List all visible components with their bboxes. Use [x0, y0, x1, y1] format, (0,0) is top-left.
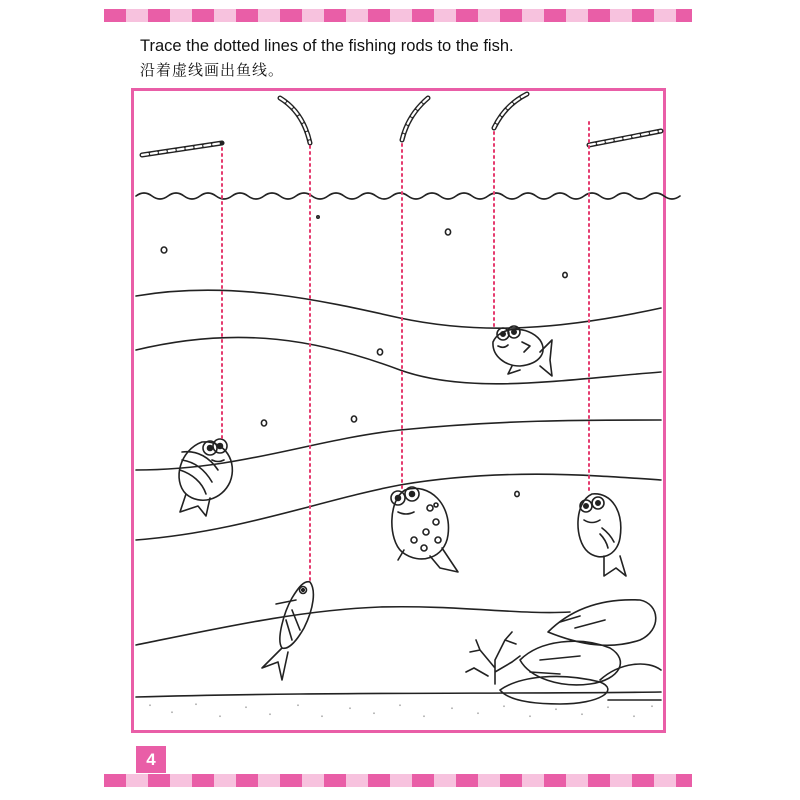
- fishing-rod-5: [589, 131, 661, 145]
- instruction-english: Trace the dotted lines of the fishing rods to the fish.: [140, 37, 514, 55]
- fish-right: [578, 494, 626, 576]
- seabed-line: [136, 692, 661, 697]
- fish-long: [262, 582, 313, 680]
- water-surface-wave: [136, 193, 680, 199]
- current-line-4: [136, 474, 661, 540]
- coral: [466, 632, 520, 684]
- seabed-rocks: [500, 600, 661, 704]
- bottom-decorative-stripe: [104, 774, 692, 787]
- current-line-1: [136, 290, 661, 328]
- page-number-badge: 4: [136, 746, 166, 773]
- fishing-rod-1: [142, 142, 224, 156]
- current-line-3: [136, 420, 661, 470]
- sand-dots: [150, 704, 652, 717]
- fishing-rod-3: [402, 98, 428, 140]
- instruction-chinese: 沿着虚线画出鱼线。: [140, 61, 285, 79]
- fish-striped: [179, 439, 232, 516]
- fishing-rod-4: [494, 94, 527, 128]
- fish-spotted: [391, 487, 458, 572]
- fish-top-right: [493, 326, 552, 376]
- fishing-rod-2: [280, 98, 310, 143]
- current-line-2: [136, 337, 661, 383]
- trace-lines[interactable]: [222, 122, 589, 582]
